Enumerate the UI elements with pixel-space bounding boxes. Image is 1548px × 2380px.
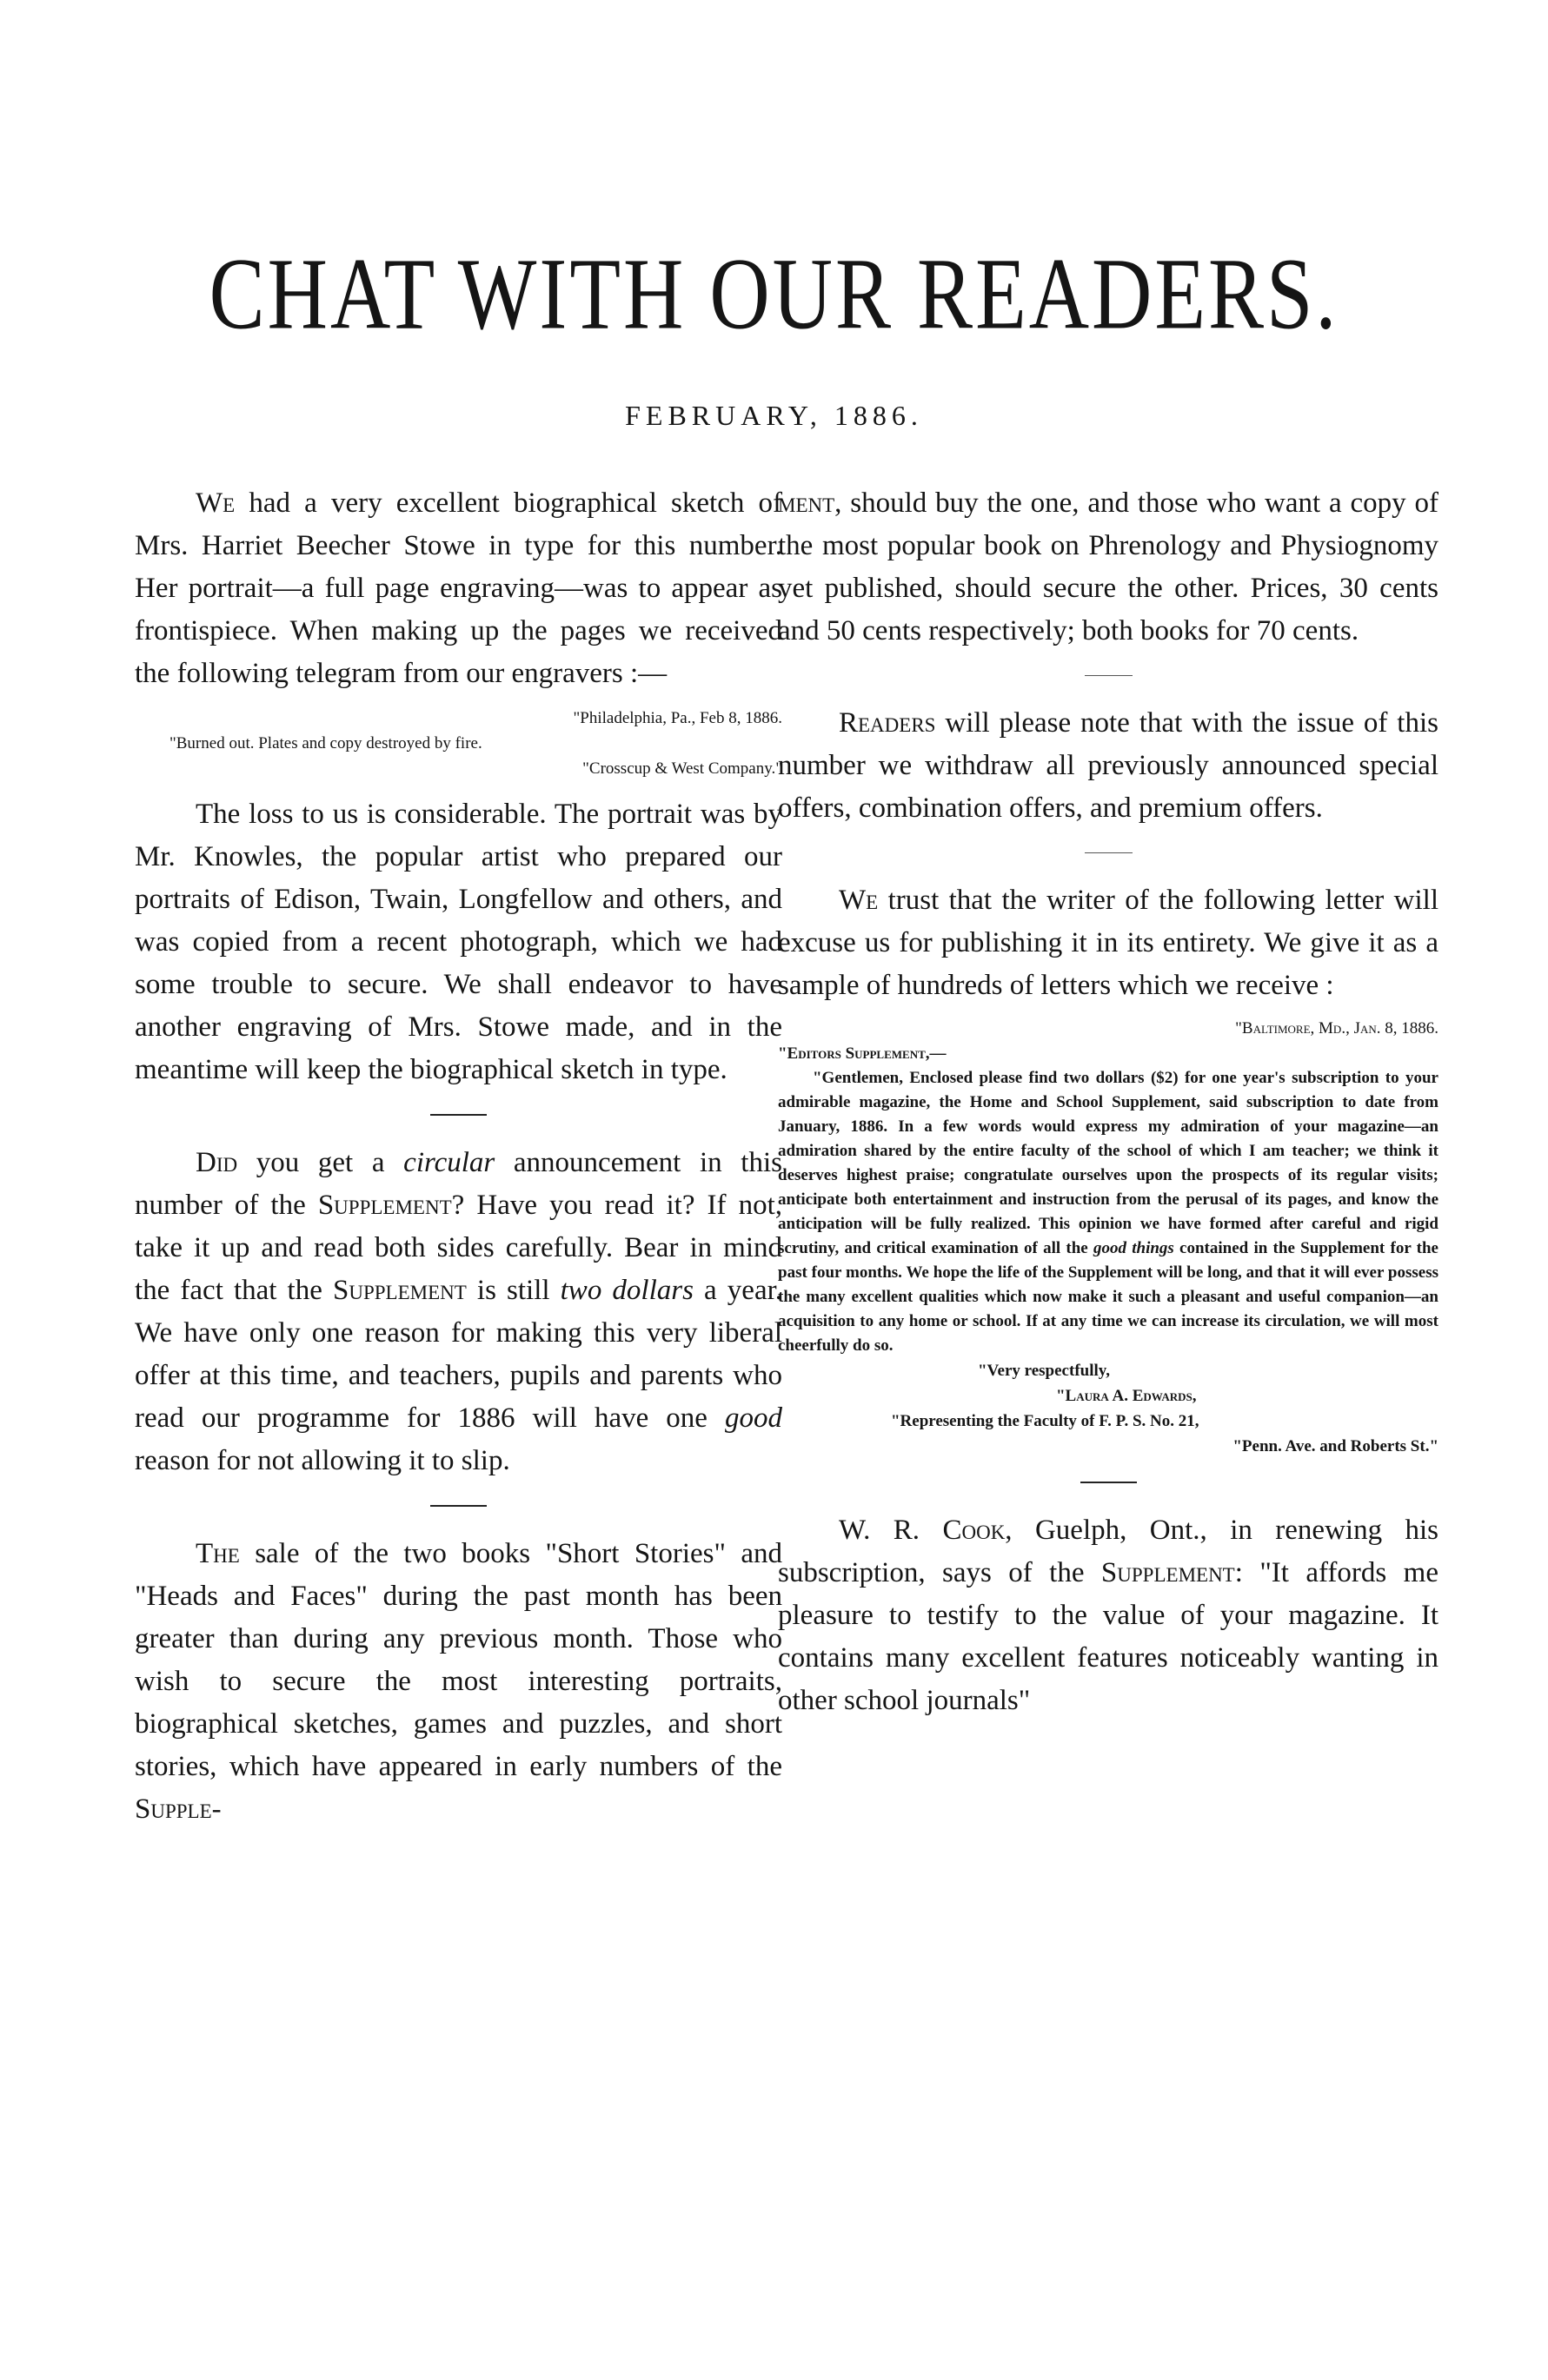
text: trust that the writer of the following letter will excuse us for publishing it in its entirety. We give it as a sample of hundreds of letters which we receive :	[778, 885, 1438, 1001]
supplement-name: Supplement	[332, 1275, 467, 1306]
section-divider	[430, 1114, 487, 1116]
text: ? Have you read it? If not, take it up and read both sides carefully. Bear in mind the fact that the	[135, 1190, 783, 1306]
telegram	[135, 706, 782, 781]
text: "Gentlemen, Enclosed please find two dollars ($2) for one year's subscription to your admirable magazine, the Home and School Supplement, said subscription to date from January, 1886. In a few words would express my admiration of your magazine—an admiration shared by the entire faculty of the school of which I am teacher; we think it deserves highest praise; congratulate ourselves upon the prospects of its regular visits; anticipate both entertainment and instruction from the perusal of its pages, and know the anticipation will be fully realized. This opinion we have formed after careful and rigid scrutiny, and critical examination of all the	[778, 1069, 1438, 1257]
paragraph-stowe-sketch	[135, 482, 782, 695]
text: is still	[466, 1275, 561, 1306]
lead-word: We	[196, 487, 236, 519]
section-divider	[430, 1505, 487, 1507]
supplement-name: Supplement	[317, 1190, 452, 1221]
emphasis-good-things: good things	[1093, 1239, 1174, 1257]
text: reason for not allowing it to slip.	[135, 1445, 510, 1476]
page-title: CHAT WITH OUR READERS.	[209, 236, 1339, 350]
paragraph-offers-withdrawn	[778, 702, 1438, 830]
lead-word: The	[196, 1538, 240, 1569]
text: : "It affords me pleasure to testify to the value of your magazine. It contains many excellent features noticeably wanting in other school journals"	[778, 1557, 1438, 1716]
emphasis-good: good	[725, 1402, 782, 1434]
letter-signer: "Laura A. Edwards,	[1056, 1387, 1197, 1405]
section-divider	[1080, 1482, 1137, 1483]
text: announcement in this number of the	[135, 1147, 782, 1221]
lead-name: W. R. Cook,	[839, 1515, 1013, 1546]
right-column	[778, 482, 1438, 1722]
text: you get a	[237, 1147, 404, 1178]
letter-close: "Very respectfully,	[978, 1362, 1110, 1380]
text: a year. We have only one reason for making this very liberal offer at this time, and teachers, pupils and parents who read our programme for 1886 will have one	[135, 1275, 783, 1434]
lead-word: Did	[196, 1147, 238, 1178]
telegram-body: "Burned out. Plates and copy destroyed by fire.	[169, 734, 482, 752]
paragraph-cook-testimonial	[778, 1509, 1438, 1722]
paragraph-books-sale-continued	[778, 482, 1438, 653]
letter-salutation: "Editors Supplement,—	[778, 1044, 947, 1063]
letter-signature	[778, 1358, 1438, 1459]
text: will please note that with the issue of this number we withdraw all previously announced special offers, combination offers, and premium offers.	[778, 707, 1438, 824]
lead-word: Readers	[839, 707, 936, 739]
section-divider	[1085, 675, 1133, 676]
text: Guelph, Ont., in renewing his subscription, says of the	[778, 1515, 1439, 1588]
telegram-dateline: "Philadelphia, Pa., Feb 8, 1886.	[573, 709, 782, 727]
supplement-name: Supplement	[1100, 1557, 1235, 1588]
letter-signer-role: "Representing the Faculty of F. P. S. No. 21,	[891, 1412, 1199, 1430]
emphasis-two-dollars: two dollars	[560, 1275, 694, 1306]
supplement-name: ment	[778, 487, 835, 519]
paragraph-letter-intro	[778, 879, 1438, 1007]
text: contained in the Supplement for the past four months. We hope the life of the Supplement will be long, and that it will ever possess the many excellent qualities which now make it such a pleasant and useful companion—an acquisition to any home or school. If at any time we can increase its circulation, we will most cheerfully do so.	[778, 1239, 1438, 1355]
text: sale of the two books "Short Stories" and "Heads and Faces" during the past month has been greater than during any previous month. Those who wish to secure the most interesting portraits, biographical sketches, games and puzzles, and short stories, which have appeared in early numbers of the	[135, 1538, 782, 1782]
telegram-signature: "Crosscup & West Company."	[582, 759, 782, 778]
letter-dateline: "Baltimore, Md., Jan. 8, 1886.	[1235, 1019, 1438, 1038]
reader-letter	[778, 1066, 1438, 1358]
left-column	[135, 482, 782, 1831]
lead-word: We	[839, 885, 879, 916]
emphasis-circular: circular	[403, 1147, 495, 1178]
paragraph-portrait-loss: The loss to us is considerable. The portrait was by Mr. Knowles, the popular artist who prepared our portraits of Edison, Twain, Longfellow and others, and was copied from a recent photograph, which we had some trouble to secure. We shall endeavor to have another engraving of Mrs. Stowe made, and in the meantime will keep the biographical sketch in type.	[135, 799, 782, 1085]
text: , should buy the one, and those who want a copy of the most popular book on Phrenology and Physiognomy yet published, should secure the other. Prices, 30 cents and 50 cents respectively; both books for 70 cents.	[778, 487, 1438, 646]
letter-signer-address: "Penn. Ave. and Roberts St."	[1232, 1437, 1438, 1455]
paragraph-circular	[135, 1142, 782, 1482]
paragraph-text: had a very excellent biographical sketch of Mrs. Harriet Beecher Stowe in type for this number. Her portrait—a full page engraving—was to appear as frontispiece. When making up the pages we received the following telegram from our engravers :—	[135, 487, 782, 689]
supplement-name: Supple-	[135, 1793, 222, 1825]
issue-date: FEBRUARY, 1886.	[625, 400, 923, 431]
section-divider	[1085, 852, 1133, 853]
paragraph-books-sale	[135, 1533, 782, 1831]
letter-body	[778, 1066, 1438, 1358]
